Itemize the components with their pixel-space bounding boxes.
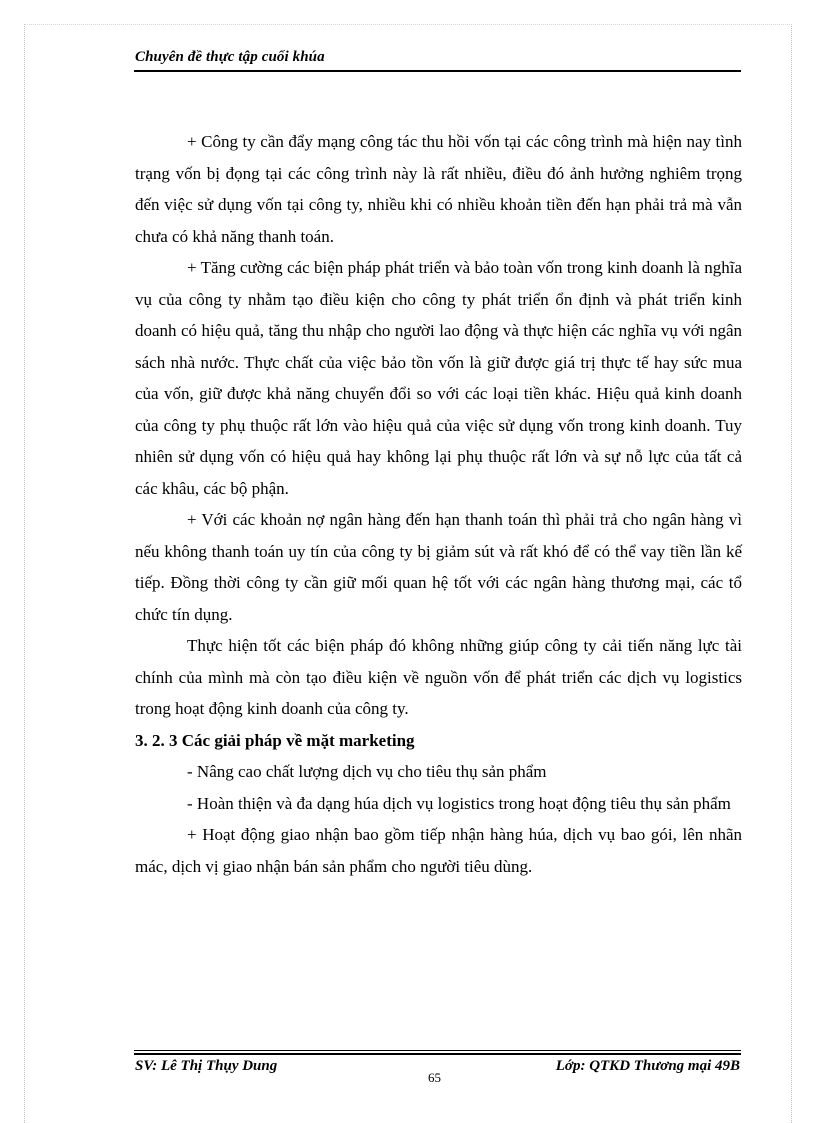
paragraph-capital-preservation: + Tăng cường các biện pháp phát triển và bảo toàn vốn trong kinh doanh là nghĩa vụ của công ty nhằm tạo điều kiện cho công ty phát triển ổn định và phát triển kinh doanh có hiệu quả, tăng thu nhập cho người lao động và thực hiện các nghĩa vụ với ngân sách nhà nước. Thực chất của việc bảo tồn vốn là giữ được giá trị thực tế hay sức mua của vốn, giữ được khả năng chuyển đổi so với các loại tiền khác. Hiệu quả kinh doanh của công ty phụ thuộc rất lớn vào hiệu quả của việc sử dụng vốn trong kinh doanh. Tuy nhiên sử dụng vốn có hiệu quả hay không lại phụ thuộc rất lớn và sự nỗ lực của tất cả các khâu, các bộ phận. — [135, 258, 742, 498]
header-divider — [134, 70, 741, 72]
paragraph-bank-debt: + Với các khoản nợ ngân hàng đến hạn thanh toán thì phải trả cho ngân hàng vì nếu không thanh toán uy tín của công ty bị giảm sút và rất khó để có thể vay tiền lần kế tiếp. Đồng thời công ty cần giữ mối quan hệ tốt với các ngân hàng thương mại, các tổ chức tín dụng. — [135, 510, 742, 624]
document-body — [135, 126, 742, 882]
section-item-quality: - Nâng cao chất lượng dịch vụ cho tiêu thụ sản phẩm — [187, 762, 547, 781]
paragraph-debt-collection: + Công ty cần đẩy mạng công tác thu hồi vốn tại các công trình mà hiện nay tình trạng vốn bị đọng tại các công trình này là rất nhiều, điều đó ảnh hưởng nghiêm trọng đến việc sử dụng vốn tại công ty, nhiều khi có nhiều khoản tiền đến hạn phải trả mà vẫn chưa có khả năng thanh toán. — [135, 132, 742, 246]
footer-divider-thin — [134, 1050, 741, 1051]
paragraph-conclusion: Thực hiện tốt các biện pháp đó không những giúp công ty cải tiến năng lực tài chính của mình mà còn tạo điều kiện về nguồn vốn để phát triển các dịch vụ logistics trong hoạt động kinh doanh của công ty. — [135, 636, 742, 718]
section-item-diversify: - Hoàn thiện và đa dạng húa dịch vụ logistics trong hoạt động tiêu thụ sản phẩm — [187, 793, 731, 813]
footer-student-name: SV: Lê Thị Thụy Dung — [135, 1058, 278, 1074]
page-number: 65 — [428, 1070, 441, 1085]
footer-class-name: Lớp: QTKD Thương mại 49B — [555, 1058, 740, 1074]
footer-divider-thick — [134, 1053, 741, 1055]
section-heading: 3. 2. 3 Các giải pháp về mặt marketing — [135, 730, 415, 750]
header-title: Chuyên đề thực tập cuối khúa — [135, 49, 325, 65]
section-item-forwarding: + Hoạt động giao nhận bao gồm tiếp nhận hàng húa, dịch vụ bao gói, lên nhãn mác, dịch vị giao nhận bán sản phẩm cho người tiêu dùng. — [135, 825, 742, 876]
